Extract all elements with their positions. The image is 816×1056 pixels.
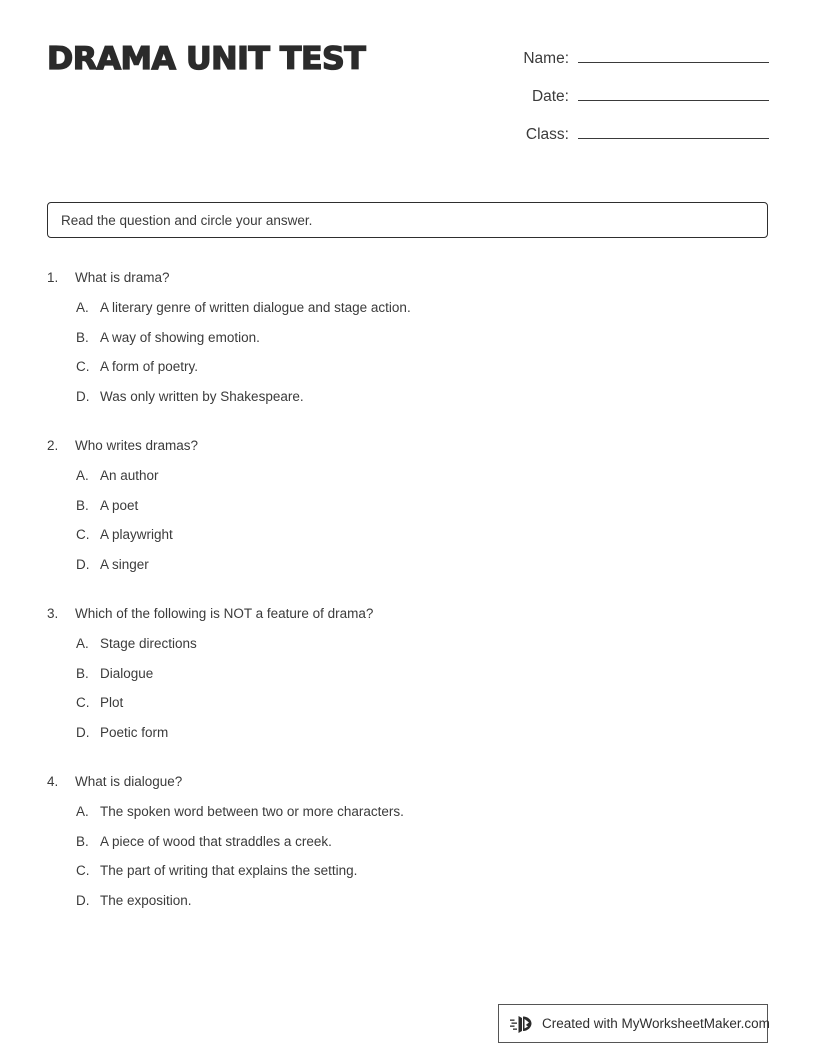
class-field-input[interactable] — [578, 121, 769, 139]
question-number: 1. — [47, 270, 59, 285]
option-list — [47, 298, 769, 416]
option-letter: D. — [76, 892, 90, 908]
option-item[interactable] — [47, 298, 769, 328]
option-item[interactable] — [47, 891, 769, 921]
option-list — [47, 634, 769, 752]
question-text: What is dialogue? — [75, 774, 183, 789]
question-block — [47, 772, 769, 920]
option-letter: A. — [76, 636, 89, 651]
option-text: The exposition. — [100, 892, 192, 908]
option-text: A form of poetry. — [100, 359, 199, 374]
name-field-input[interactable] — [578, 45, 769, 63]
option-letter: B. — [76, 833, 89, 849]
option-text: Was only written by Shakespeare. — [100, 388, 304, 404]
question-text: What is drama? — [75, 270, 170, 285]
question-stem — [47, 268, 769, 287]
question-number: 3. — [47, 606, 59, 621]
option-text: Dialogue — [100, 665, 154, 681]
option-letter: B. — [76, 329, 89, 345]
worksheet-header — [47, 40, 769, 160]
question-number: 4. — [47, 774, 59, 789]
question-stem — [47, 436, 769, 455]
option-item[interactable] — [47, 664, 769, 694]
option-letter: C. — [76, 695, 90, 710]
option-item[interactable] — [47, 832, 769, 862]
myworksheetmaker-logo-icon — [510, 1013, 536, 1035]
option-text: A playwright — [100, 527, 173, 542]
option-letter: A. — [76, 468, 89, 483]
option-text: A piece of wood that straddles a creek. — [100, 833, 332, 849]
footer-badge[interactable] — [498, 1004, 768, 1043]
question-block — [47, 604, 769, 752]
name-field-row — [489, 45, 769, 83]
option-text: Poetic form — [100, 724, 169, 740]
option-text: Stage directions — [100, 636, 197, 651]
student-info-fields — [489, 45, 769, 159]
option-text: A poet — [100, 497, 139, 513]
option-list — [47, 466, 769, 584]
option-letter: B. — [76, 665, 89, 681]
option-letter: C. — [76, 527, 90, 542]
option-letter: D. — [76, 388, 90, 404]
option-item[interactable] — [47, 693, 769, 723]
name-field-label: Name: — [523, 50, 569, 67]
option-letter: C. — [76, 359, 90, 374]
instruction-text: Read the question and circle your answer. — [61, 212, 313, 228]
footer-badge-text: Created with MyWorksheetMaker.com — [542, 1016, 770, 1031]
option-text: A singer — [100, 556, 149, 572]
question-stem — [47, 772, 769, 791]
date-field-input[interactable] — [578, 83, 769, 101]
instruction-box — [47, 202, 768, 238]
date-field-row — [489, 83, 769, 121]
option-text: An author — [100, 468, 159, 483]
question-text: Which of the following is NOT a feature of drama? — [75, 606, 374, 621]
question-block — [47, 268, 769, 416]
date-field-label: Date: — [531, 88, 569, 105]
option-item[interactable] — [47, 357, 769, 387]
option-text: Plot — [100, 695, 124, 710]
option-item[interactable] — [47, 496, 769, 526]
option-item[interactable] — [47, 387, 769, 417]
option-item[interactable] — [47, 634, 769, 664]
option-item[interactable] — [47, 466, 769, 496]
option-letter: D. — [76, 724, 90, 740]
option-letter: A. — [76, 804, 89, 819]
question-number: 2. — [47, 438, 59, 453]
option-item[interactable] — [47, 802, 769, 832]
option-letter: A. — [76, 300, 89, 315]
option-text: The spoken word between two or more characters. — [100, 804, 404, 819]
option-item[interactable] — [47, 525, 769, 555]
option-item[interactable] — [47, 328, 769, 358]
option-letter: D. — [76, 556, 90, 572]
option-letter: B. — [76, 497, 89, 513]
option-item[interactable] — [47, 555, 769, 585]
option-text: A literary genre of written dialogue and stage action. — [100, 300, 411, 315]
option-letter: C. — [76, 863, 90, 878]
question-block — [47, 436, 769, 584]
option-text: The part of writing that explains the setting. — [100, 863, 358, 878]
option-text: A way of showing emotion. — [100, 329, 260, 345]
page-title: DRAMA UNIT TEST — [47, 41, 366, 77]
class-field-row — [489, 121, 769, 159]
option-item[interactable] — [47, 861, 769, 891]
option-item[interactable] — [47, 723, 769, 753]
class-field-label: Class: — [525, 126, 569, 143]
option-list — [47, 802, 769, 920]
question-list — [47, 268, 769, 940]
question-text: Who writes dramas? — [75, 438, 199, 453]
question-stem — [47, 604, 769, 623]
